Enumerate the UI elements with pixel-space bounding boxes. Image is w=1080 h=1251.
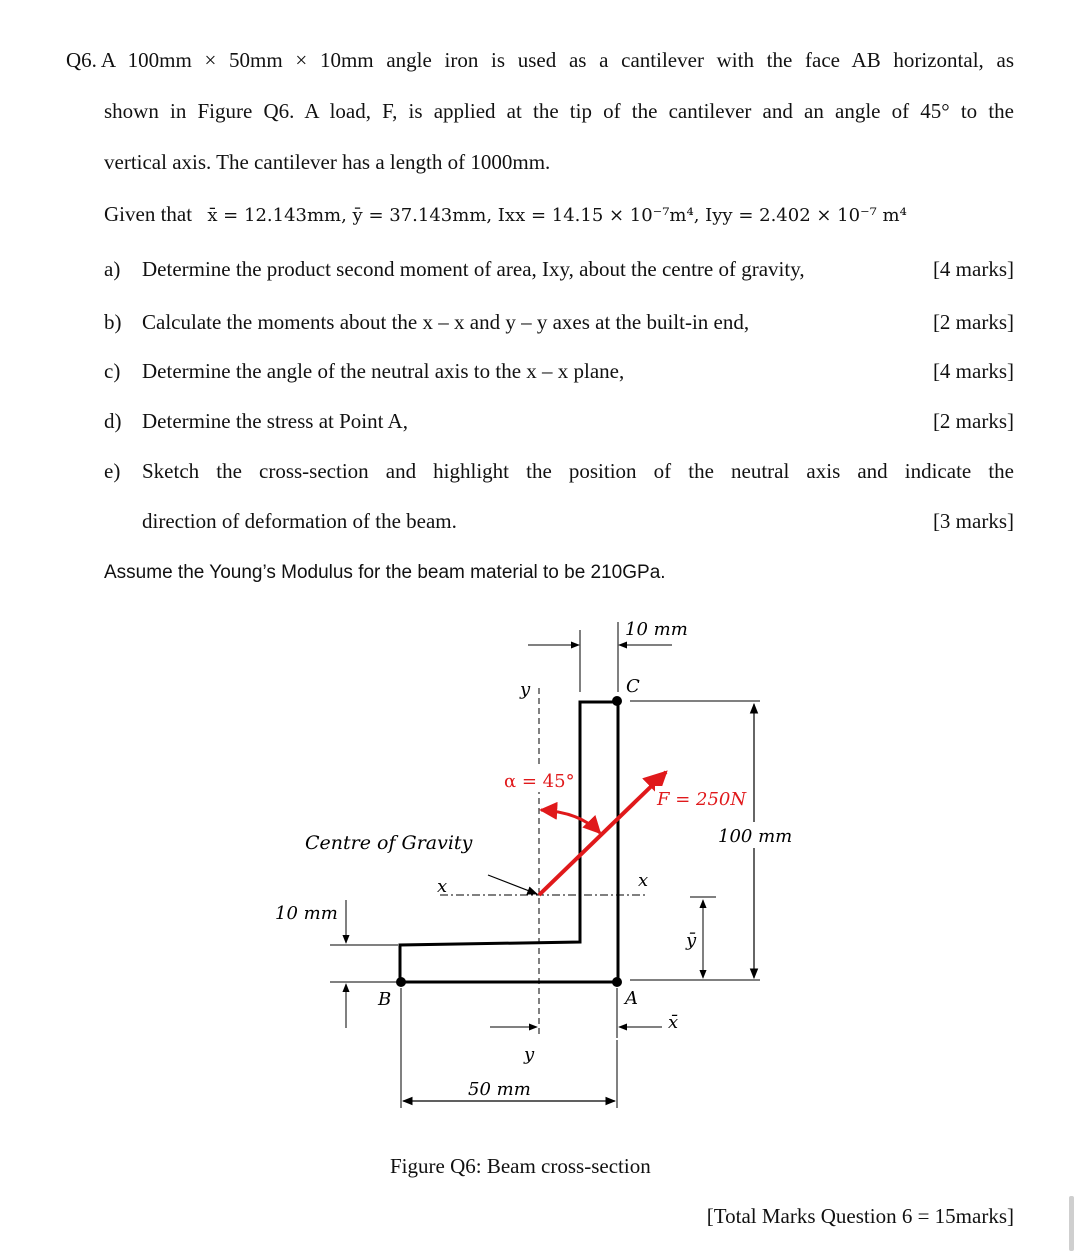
given-label: Given that — [104, 202, 193, 226]
assumption-text: Assume the Young’s Modulus for the beam material to be 210GPa. — [104, 562, 666, 583]
x-axis-right-label: x — [638, 870, 649, 891]
y-axis-bottom-label: y — [524, 1044, 535, 1065]
point-c-marker — [612, 696, 622, 706]
ybar-label: ȳ — [686, 930, 697, 951]
thickness-top-label: 10 mm — [625, 619, 688, 640]
point-a-marker — [612, 977, 622, 987]
part-c-text: Determine the angle of the neutral axis to the x – x plane, — [142, 359, 625, 383]
part-e-label: e) — [104, 459, 121, 483]
height-label: 100 mm — [718, 826, 793, 847]
part-c — [104, 358, 1014, 384]
part-c-label: c) — [104, 359, 121, 383]
cog-label: Centre of Gravity — [305, 832, 473, 854]
intro-line-1 — [66, 47, 1014, 73]
point-c-label: C — [626, 676, 640, 697]
part-e — [104, 458, 1014, 484]
part-a — [104, 256, 1014, 282]
scrollbar[interactable] — [1069, 1196, 1074, 1251]
part-b-marks: [2 marks] — [932, 310, 1014, 334]
xbar-label: x̄ — [668, 1012, 679, 1033]
intro-text-1: A 100mm × 50mm × 10mm angle iron is used as a cantilever with the face AB horizontal, as — [100, 48, 1014, 72]
cog-pointer — [488, 875, 537, 894]
figure-caption: Figure Q6: Beam cross-section — [390, 1154, 651, 1178]
given-line — [104, 201, 907, 229]
width-label: 50 mm — [468, 1079, 531, 1100]
alpha-label: α = 45° — [504, 771, 575, 792]
point-a-label: A — [625, 988, 638, 1009]
part-d-text: Determine the stress at Point A, — [142, 409, 408, 433]
part-a-label: a) — [104, 257, 121, 281]
force-label: F = 250N — [657, 789, 747, 810]
total-marks: [Total Marks Question 6 = 15marks] — [706, 1204, 1014, 1228]
part-b-label: b) — [104, 310, 122, 334]
part-e-text-2: direction of deformation of the beam. — [142, 509, 457, 533]
part-a-marks: [4 marks] — [932, 257, 1014, 281]
alpha-arc-arrow — [541, 810, 600, 833]
intro-line-3: vertical axis. The cantilever has a length of 1000mm. — [104, 150, 551, 174]
given-values: x̄ = 12.143mm, ȳ = 37.143mm, Ixx = 14.15 × 10⁻⁷m⁴, Iyy = 2.402 × 10⁻⁷ m⁴ — [207, 205, 907, 226]
point-b-label: B — [378, 989, 392, 1010]
part-d-marks: [2 marks] — [932, 409, 1014, 433]
part-d — [104, 408, 1014, 434]
beam-cross-section-figure — [0, 600, 1080, 1160]
x-axis-left-label: x — [437, 876, 448, 897]
part-d-label: d) — [104, 409, 122, 433]
part-b — [104, 309, 1014, 335]
part-b-text: Calculate the moments about the x – x and y – y axes at the built-in end, — [142, 310, 750, 334]
part-e-marks: [3 marks] — [932, 509, 1014, 533]
thickness-left-label: 10 mm — [275, 903, 338, 924]
question-number: Q6. — [66, 48, 97, 72]
part-c-marks: [4 marks] — [932, 359, 1014, 383]
part-e-text: Sketch the cross-section and highlight the position of the neutral axis and indicate the — [142, 459, 1014, 483]
y-axis-top-label: y — [520, 679, 531, 700]
part-a-text: Determine the product second moment of area, Ixy, about the centre of gravity, — [142, 257, 805, 281]
intro-line-2: shown in Figure Q6. A load, F, is applied at the tip of the cantilever and an angle of 45° to the — [104, 99, 1014, 123]
